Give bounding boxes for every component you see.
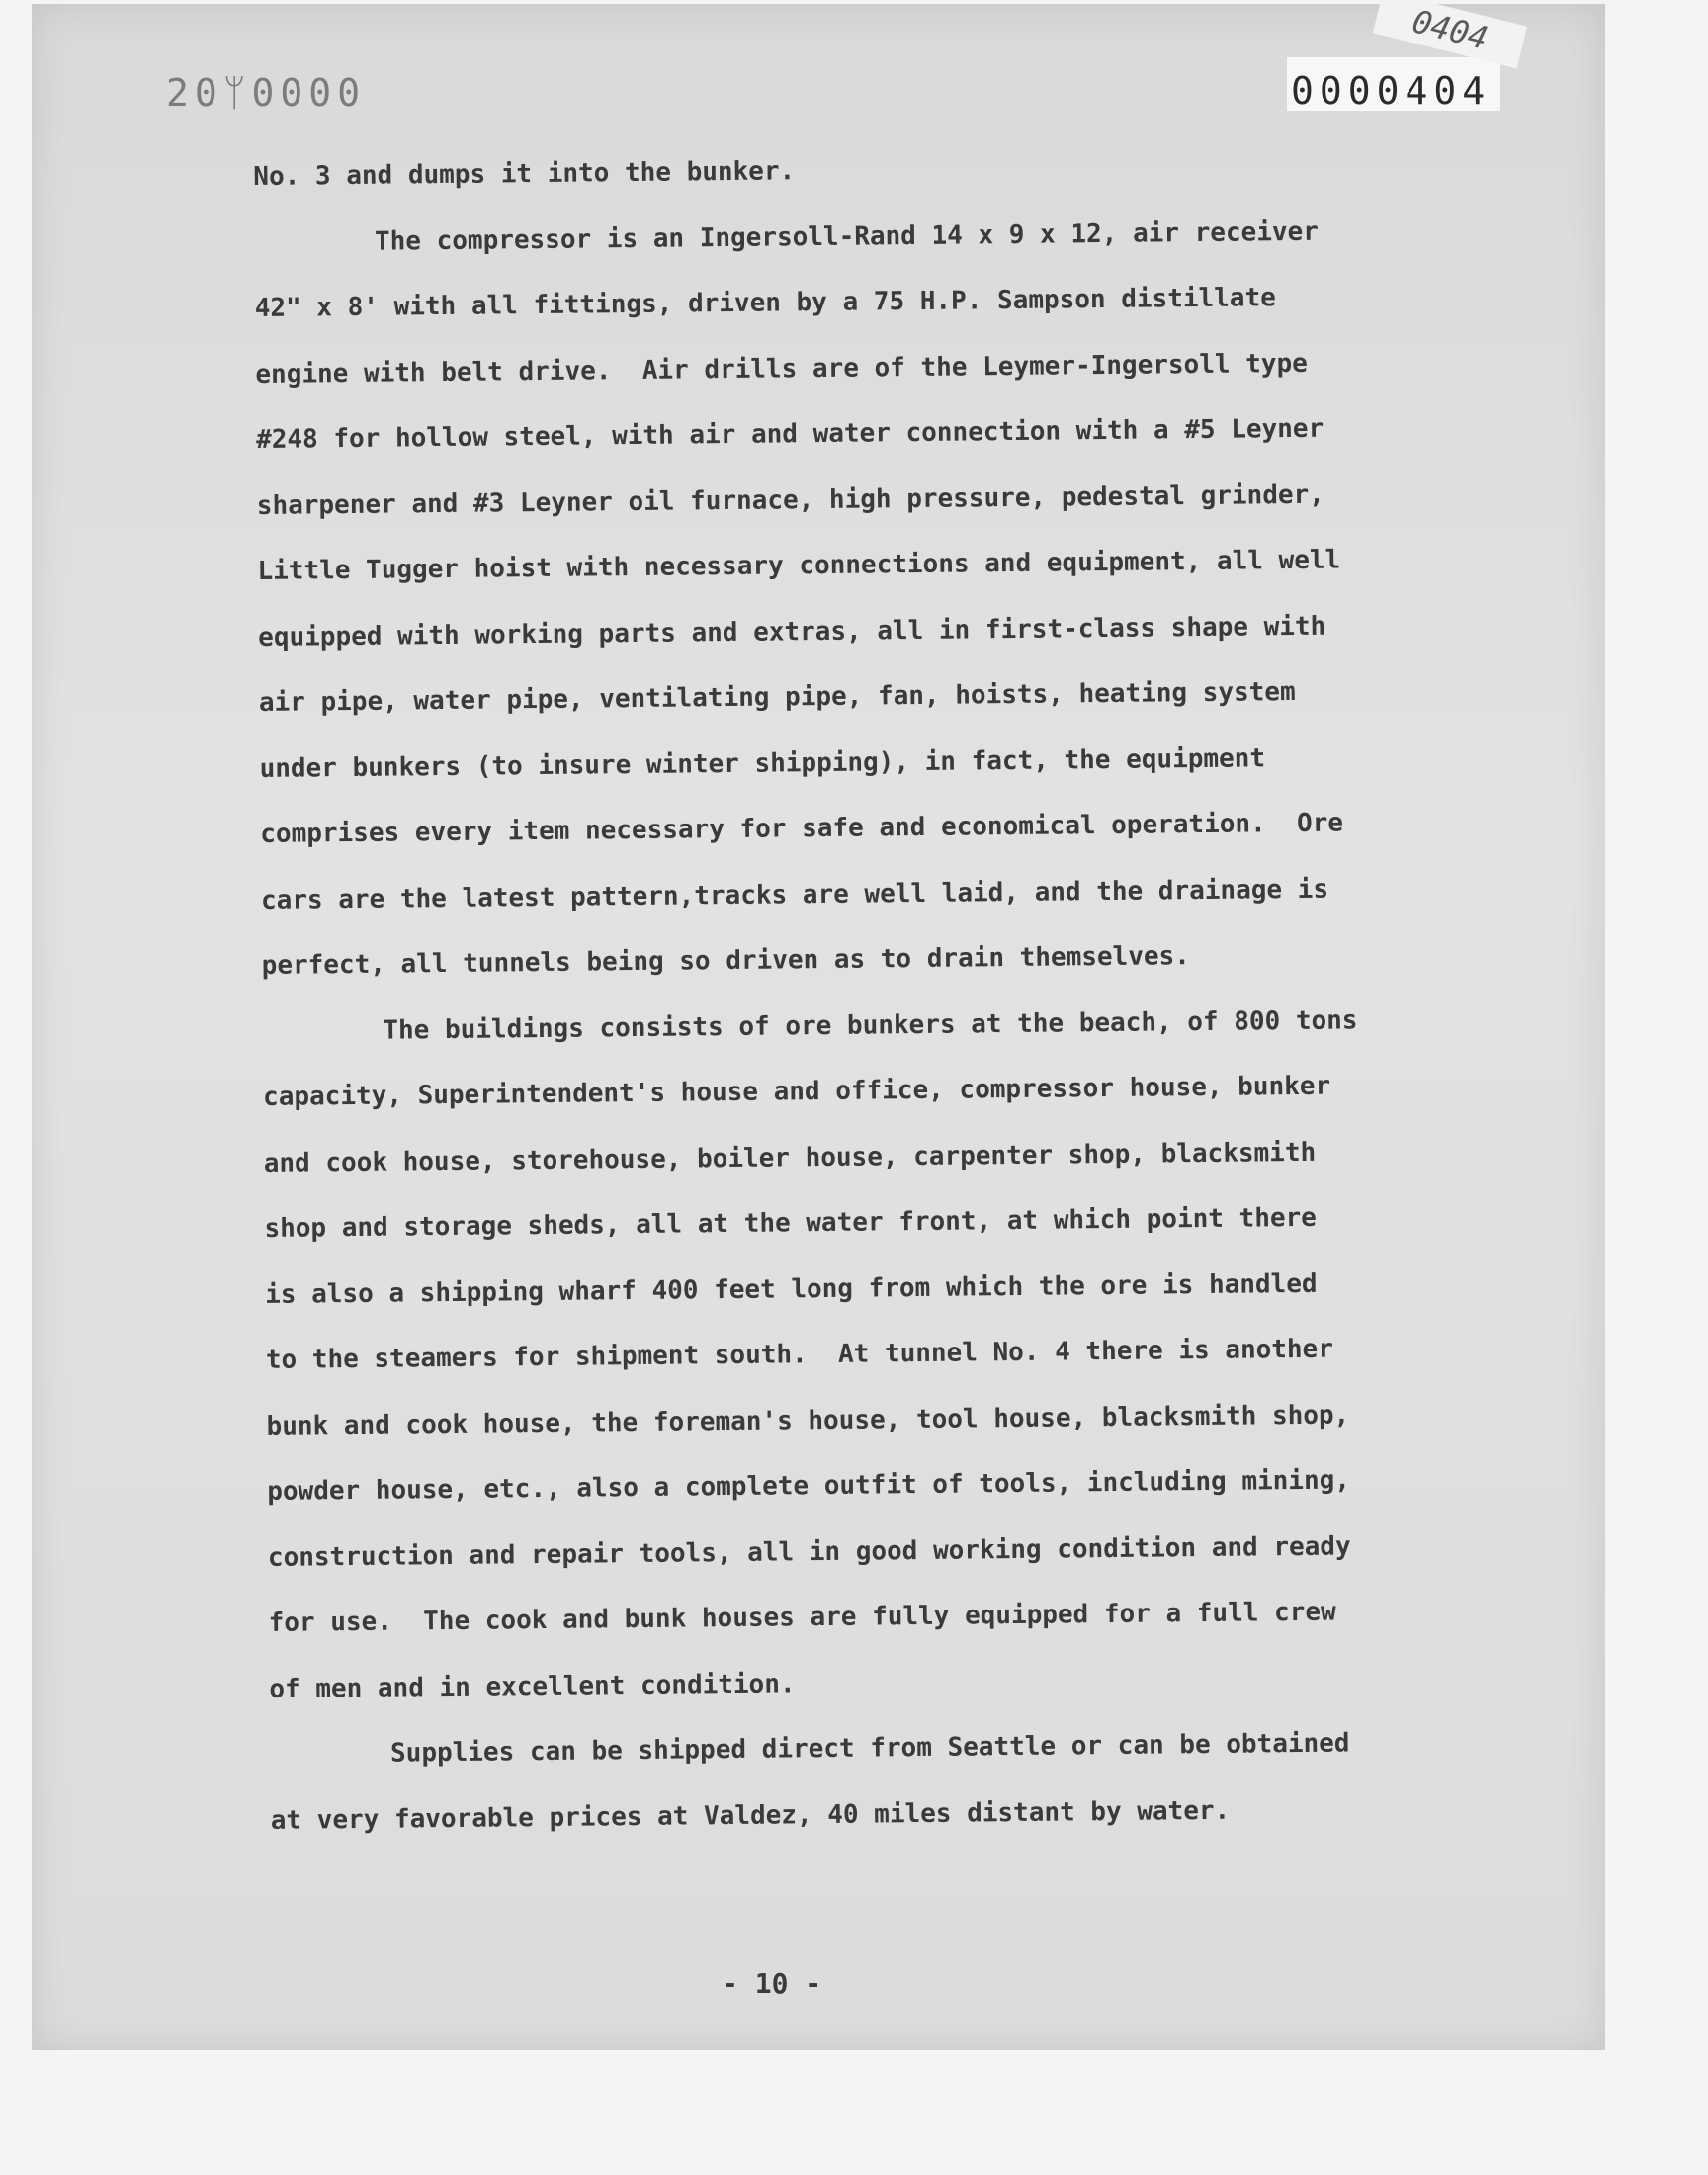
text-line: equipped with working parts and extras, all in first-class shape with [258,611,1326,652]
text-line: construction and repair tools, all in good working condition and ready [267,1530,1351,1573]
paragraph-start-line: Supplies can be shipped direct from Seattle or can be obtained [389,1728,1350,1769]
text-line: shop and storage sheds, all at the water front, at which point there [264,1202,1318,1244]
text-line: comprises every item necessary for safe and economical operation. Ore [260,808,1344,849]
text-line: is also a shipping wharf 400 feet long from which the ore is handled [265,1268,1318,1310]
text-line: for use. The cook and bunk houses are fully equipped for a full crew [268,1597,1336,1638]
text-line: under bunkers (to insure winter shipping), in fact, the equipment [259,742,1266,784]
paragraph-start-line: The compressor is an Ingersoll-Rand 14 x 9 x 12, air receiver [374,217,1319,257]
text-line: of men and in excellent condition. [269,1668,796,1704]
text-line: 42" x 8' with all fittings, driven by a 75 H.P. Sampson distillate [254,283,1276,323]
document-id-stamp-left: 20ᛘ0000 [166,71,367,115]
text-line: to the steamers for shipment south. At tunnel No. 4 there is another [265,1334,1334,1375]
text-line: at very favorable prices at Valdez, 40 miles distant by water. [270,1795,1231,1836]
text-line: engine with belt drive. Air drills are of the Leymer-Ingersoll type [255,348,1308,390]
text-line: and cook house, storehouse, boiler house, carpenter shop, blacksmith [263,1137,1317,1178]
text-line: capacity, Superintendent's house and office, compressor house, bunker [262,1071,1331,1112]
document-body [253,131,1477,1854]
text-line: powder house, etc., also a complete outfit of tools, including mining, [267,1465,1351,1507]
text-line: sharpener and #3 Leyner oil furnace, high pressure, pedestal grinder, [256,479,1325,521]
document-id-stamp-right: 0000404 [1291,69,1492,113]
text-line: No. 3 and dumps it into the bunker. [253,156,796,192]
paragraph-start-line: The buildings consists of ore bunkers at the beach, of 800 tons [383,1004,1358,1046]
text-line: perfect, all tunnels being so driven as to drain themselves. [261,941,1191,981]
corner-tag: 0404 [1373,0,1527,68]
text-line: air pipe, water pipe, ventilating pipe, fan, hoists, heating system [258,676,1296,718]
text-line: cars are the latest pattern,tracks are well laid, and the drainage is [260,874,1329,915]
text-line: bunk and cook house, the foreman's house, tool house, blacksmith shop, [266,1399,1350,1441]
page-number: - 10 - [722,1967,822,2000]
text-line: Little Tugger hoist with necessary connections and equipment, all well [257,545,1341,586]
text-line: #248 for hollow steel, with air and water connection with a #5 Leyner [255,413,1324,455]
